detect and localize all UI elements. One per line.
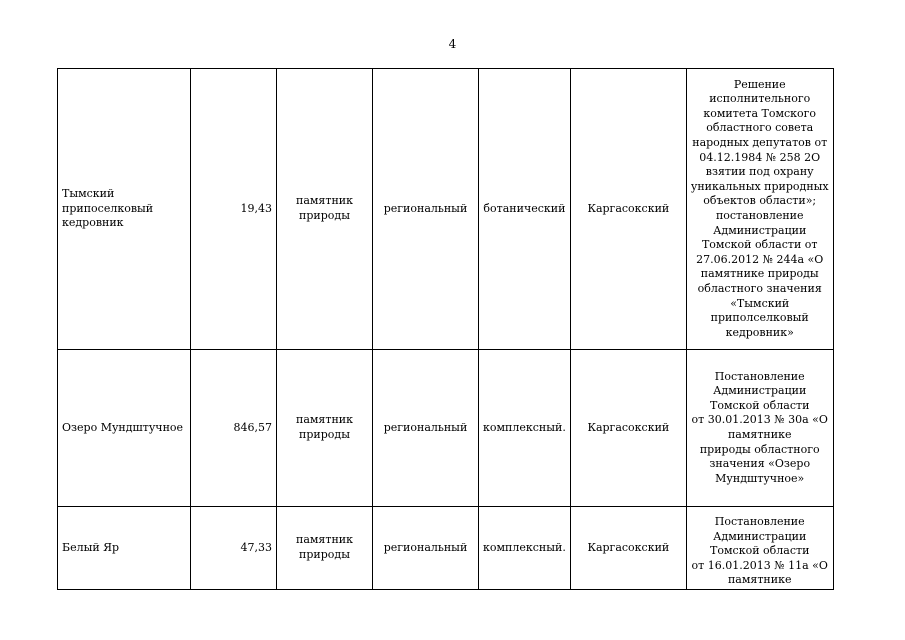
basis-line: комитета Томского [703,106,817,120]
basis-line: постановление [715,209,804,222]
basis-line: значения «Озеро [709,457,811,471]
district-cell: Каргасокский [570,69,686,350]
basis-line: взятии под охрану [705,165,814,179]
basis-line: 27.06.2012 № 244а «О [696,252,824,266]
district-cell: Каргасокский [570,350,686,507]
basis-line: Томской области [710,544,810,558]
basis-line: памятнике природы [700,267,819,281]
area-size-cell: 19,43 [191,69,277,350]
basis-line: областного значения [697,281,822,295]
basis-line: 04.12.1984 № 258 2О [699,150,821,164]
area-size-cell: 47,33 [191,507,277,590]
basis-line: уникальных природных [690,179,829,193]
profile-cell: ботанический [479,69,571,350]
area-name-cell: Озеро Мундштучное [58,350,191,507]
area-name-cell: Тымский припоселковый кедровник [58,69,191,350]
basis-line: Томской области [710,398,810,412]
basis-line: памятнике [727,573,792,587]
basis-line: от 16.01.2013 № 11а «О [691,558,828,572]
table-row [58,69,834,350]
basis-line: Мундштучное» [715,471,805,485]
significance-cell: региональный [373,507,479,590]
page-number: 4 [448,37,457,51]
basis-line: Администрации [713,529,807,543]
category-cell: памятник природы [277,350,373,507]
significance-cell: региональный [373,69,479,350]
basis-line: Решение [733,77,786,91]
area-size-cell: 846,57 [191,350,277,507]
protected-areas-table [57,68,834,590]
basis-line: народных депутатов от [692,136,828,150]
significance-cell: региональный [373,350,479,507]
basis-line: от 30.01.2013 № 30а «О [691,413,828,427]
basis-line: «Тымский [730,296,790,310]
basis-line: Постановление [714,369,805,383]
table-row [58,507,834,590]
basis-line: Томской области от [701,238,818,252]
basis-line: природы областного [699,442,820,456]
area-name-cell: Белый Яр [58,507,191,590]
basis-line: Постановление [714,515,805,528]
basis-line: исполнительного [709,92,811,106]
profile-cell: комплексный. [479,507,571,590]
table-row [58,350,834,507]
basis-line: Администрации [713,223,807,237]
basis-line: кедровник» [725,325,794,339]
profile-cell: комплексный. [479,350,571,507]
category-cell: памятник природы [277,507,373,590]
basis-line: объектов области»; [703,194,817,208]
legal-basis-cell [686,350,833,507]
basis-line: областного совета [706,121,814,135]
category-cell: памятник природы [277,69,373,350]
basis-line: приполселковый [710,311,809,325]
district-cell: Каргасокский [570,507,686,590]
basis-line: Администрации [713,384,807,398]
legal-basis-cell [686,507,833,590]
legal-basis-cell [686,69,833,350]
basis-line: памятнике [727,428,792,441]
